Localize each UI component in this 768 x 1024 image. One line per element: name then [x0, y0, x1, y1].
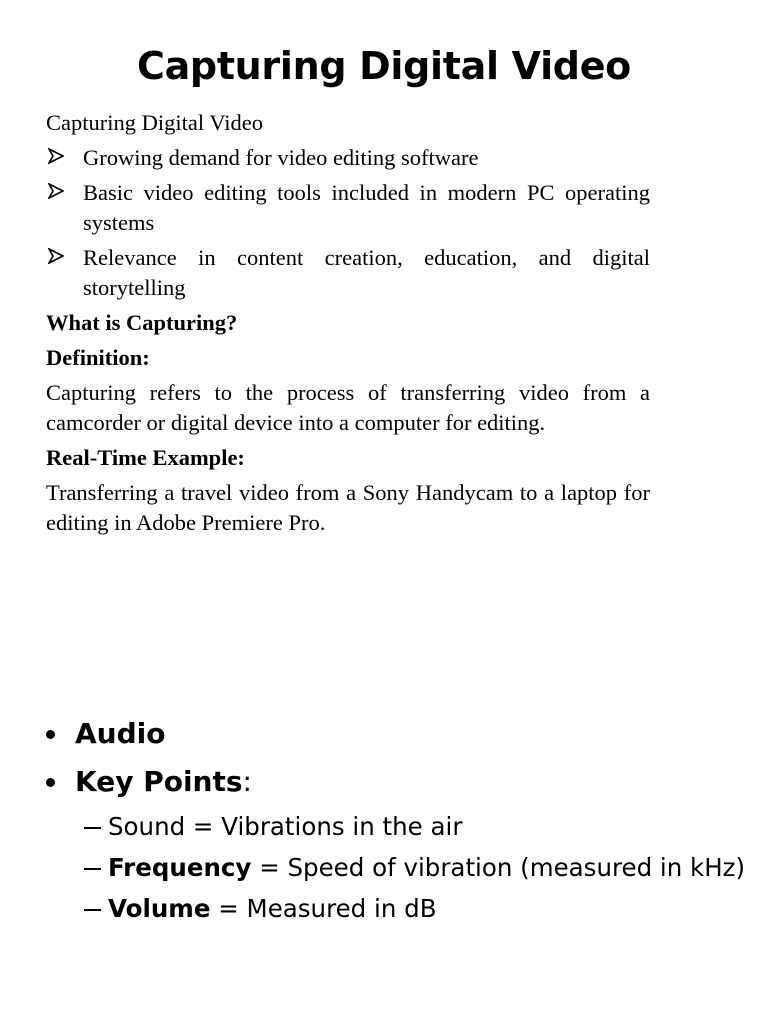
heading-what-is-capturing: What is Capturing? — [46, 310, 238, 335]
arrowhead-bullet-icon — [46, 143, 66, 173]
bullet-text: Relevance in content creation, education, and digital storytelling — [83, 245, 650, 300]
round-bullet-icon — [46, 730, 55, 739]
heading-real-time-example: Real-Time Example: — [46, 445, 245, 470]
definition-text: Capturing refers to the process of transferring video from a camcorder or digital device into a computer for editing. — [46, 380, 650, 435]
key-points-heading: Key Points — [75, 765, 243, 798]
heading-definition: Definition: — [46, 345, 150, 370]
dash-bullet-icon — [84, 909, 101, 911]
point-text: = Speed of vibration (measured in kHz) — [251, 853, 746, 882]
list-item — [46, 178, 650, 238]
sub-list-item — [46, 892, 746, 926]
list-item — [46, 762, 746, 802]
point-text: Sound = Vibrations in the air — [108, 812, 463, 841]
audio-section — [46, 714, 746, 933]
list-item — [46, 143, 650, 173]
point-term: Frequency — [108, 853, 252, 882]
point-term: Volume — [108, 894, 211, 923]
sub-list-item — [46, 851, 746, 885]
sub-list-item — [46, 810, 746, 844]
example-text: Transferring a travel video from a Sony Handycam to a laptop for editing in Adobe Premiere Pro. — [46, 480, 650, 535]
content-body — [46, 108, 650, 543]
list-item — [46, 714, 746, 754]
bullet-text: Growing demand for video editing software — [83, 145, 479, 170]
key-points-colon: : — [242, 765, 252, 798]
audio-heading: Audio — [75, 717, 166, 750]
arrowhead-bullet-icon — [46, 243, 66, 273]
dash-bullet-icon — [84, 827, 101, 829]
intro-text: Capturing Digital Video — [46, 110, 263, 135]
dash-bullet-icon — [84, 868, 101, 870]
round-bullet-icon — [46, 778, 55, 787]
arrowhead-bullet-icon — [46, 178, 66, 208]
page-title: Capturing Digital Video — [136, 44, 631, 88]
bullet-text: Basic video editing tools included in modern PC operating systems — [83, 180, 650, 235]
point-text: = Measured in dB — [210, 894, 437, 923]
list-item — [46, 243, 650, 303]
